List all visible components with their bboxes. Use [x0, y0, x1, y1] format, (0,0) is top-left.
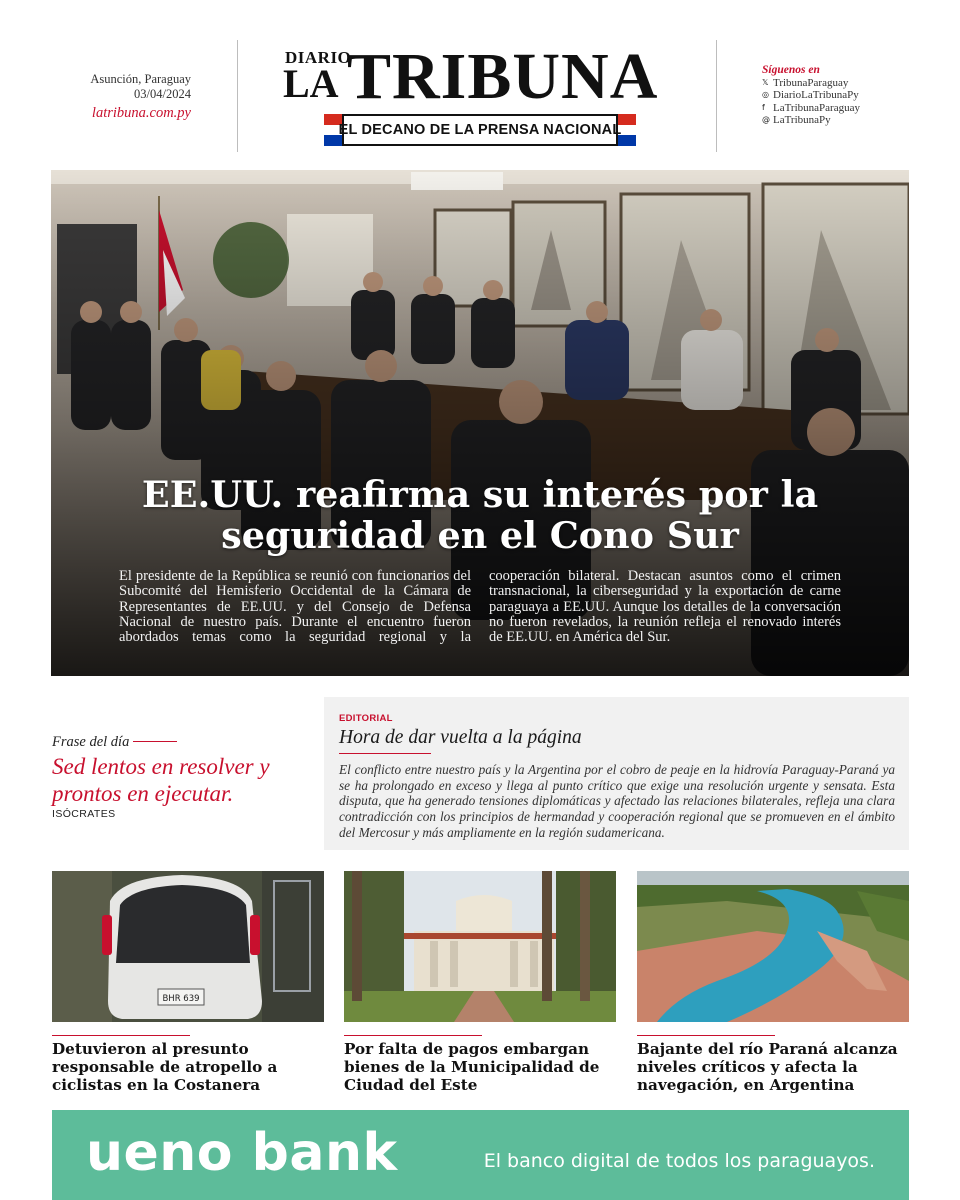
editorial-body: El conflicto entre nuestro país y la Argentina por el cobro de peaje en la hidrovía Paraguay-Paraná ya se ha prolongado en exceso y llega al punto crítico que exige una resolución urgente y sensata. Esta disputa, que ha generado tensiones diplomáticas y afectado las relaciones bilaterales, refleja una clara contradicción con los principios de hermandad y cooperación regional que se promueven en el ámbito del Mercosur y más ampliamente en la región sudamericana. — [339, 762, 895, 840]
editorial-rule — [339, 753, 431, 754]
social-item-x[interactable] — [762, 77, 932, 89]
logo[interactable] — [283, 40, 678, 150]
instagram-icon: ◎ — [762, 90, 769, 100]
news-card[interactable] — [637, 871, 909, 1094]
quote-author: ISÓCRATES — [52, 808, 116, 820]
social-item-threads[interactable] — [762, 114, 932, 126]
hero-headline[interactable]: EE.UU. reafirma su interés por la seguridad en el Cono Sur — [141, 473, 819, 557]
news-card[interactable] — [52, 871, 324, 1094]
quote-label: Frase del día — [52, 734, 130, 750]
news-rule — [344, 1035, 482, 1036]
threads-icon: @ — [762, 114, 770, 124]
social-title: Síguenos en — [762, 64, 820, 76]
ad-tagline: El banco digital de todos los paraguayos. — [483, 1150, 875, 1172]
news-title[interactable]: Por falta de pagos embargan bienes de la Municipalidad de Ciudad del Este — [344, 1040, 600, 1094]
news-photo-river[interactable] — [637, 871, 909, 1022]
location: Asunción, Paraguay — [90, 72, 191, 86]
facebook-icon: f — [762, 102, 765, 112]
logo-tribuna: TRIBUNA — [347, 40, 659, 113]
ad-brand-logo: ueno bank — [86, 1123, 398, 1183]
ueno-bank-ad[interactable] — [52, 1110, 909, 1200]
news-rule — [52, 1035, 190, 1036]
social-item-instagram[interactable] — [762, 89, 932, 101]
social-handle: LaTribunaPy — [773, 113, 831, 126]
date: 03/04/2024 — [134, 87, 191, 101]
logo-la: LA — [283, 61, 339, 106]
quote-rule — [133, 741, 177, 742]
logo-slogan: EL DECANO DE LA PRENSA NACIONAL — [342, 114, 618, 146]
news-rule — [637, 1035, 775, 1036]
flag-banner — [324, 114, 636, 146]
license-plate: BHR 639 — [162, 994, 200, 1004]
news-title[interactable]: Bajante del río Paraná alcanza niveles críticos y afecta la navegación, en Argentina — [637, 1040, 898, 1094]
news-card[interactable] — [344, 871, 616, 1094]
news-photo-municipality[interactable] — [344, 871, 616, 1022]
hero-summary: El presidente de la República se reunió con funcionarios del Subcomité del Hemisferio Occidental de la Cámara de Representantes de EE.UU. y del Consejo de Defensa Nacional de nuestro país. Durante el encuentro fueron abordados temas como la seguridad regional y la cooperación bilateral. Destacan asuntos como el crimen transnacional, la ciberseguridad y la exportación de carne paraguaya a EE.UU. Aunque los detalles de la conversación no fueron revelados, la reunión refleja el renovado interés de EE.UU. en América del Sur. — [119, 568, 841, 646]
logo-diario: DIARIO — [285, 48, 352, 67]
social-handle: TribunaParaguay — [773, 77, 849, 90]
divider — [716, 40, 717, 152]
divider — [237, 40, 238, 152]
editorial-headline[interactable]: Hora de dar vuelta a la página — [339, 727, 582, 748]
masthead-meta — [60, 72, 191, 121]
social-handle: DiarioLaTribunaPy — [773, 89, 859, 102]
social-links — [762, 64, 932, 126]
x-icon: 𝕏 — [762, 78, 769, 88]
hero-story[interactable] — [51, 170, 909, 676]
masthead — [0, 0, 960, 165]
news-photo-car[interactable] — [52, 871, 324, 1022]
social-handle: LaTribunaParaguay — [773, 101, 860, 114]
quote-text: Sed lentos en resolver y prontos en ejecutar. — [52, 754, 270, 806]
news-title[interactable]: Detuvieron al presunto responsable de atropello a ciclistas en la Costanera — [52, 1040, 278, 1094]
editorial-box[interactable] — [324, 697, 909, 850]
editorial-kicker: EDITORIAL — [339, 713, 393, 724]
quote-of-the-day — [52, 731, 314, 820]
website-link[interactable]: latribuna.com.py — [91, 105, 191, 121]
social-item-facebook[interactable] — [762, 102, 932, 114]
